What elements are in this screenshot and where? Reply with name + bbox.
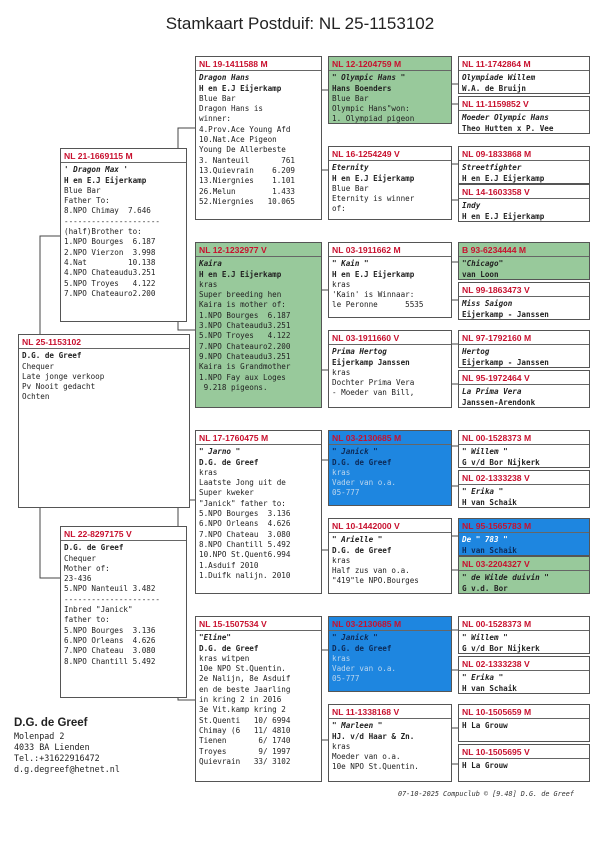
ring-number: NL 11-1742864 M <box>459 57 589 71</box>
g1-card[interactable] <box>458 56 590 94</box>
pedigree-line: " Janick " <box>332 447 378 457</box>
pedigree-line: Blue Bar <box>332 183 369 193</box>
ring-number: NL 11-1338168 V <box>329 705 451 719</box>
g10-card[interactable] <box>458 470 590 508</box>
pedigree-line: --------------------- <box>64 594 161 604</box>
main-line: Chequer <box>22 361 55 371</box>
pedigree-line: winner: <box>199 114 232 124</box>
pedigree-line: D.G. de Greef <box>332 643 392 653</box>
g8-card[interactable] <box>458 370 590 408</box>
pedigree-line: D.G. de Greef <box>199 643 259 653</box>
pedigree-line: 3e Vit.kamp kring 2 <box>199 705 286 715</box>
pedigree-line: Dragon Hans is <box>199 104 264 114</box>
fmm-card[interactable] <box>328 330 452 408</box>
pedigree-line: " Willem " <box>462 447 508 457</box>
print-footer: 07-10-2025 Compuclub © [9.48] D.G. de Greef <box>398 790 574 798</box>
pedigree-line: 52.Niergnies 10.065 <box>199 196 296 206</box>
mother-ring-number: NL 22-8297175 V <box>61 527 186 541</box>
pedigree-line: 2e Nalijn, 8e Asduif <box>199 674 291 684</box>
pedigree-line: H van Schaik <box>462 683 517 693</box>
pedigree-line: 5.NPO Troyes 4.122 <box>199 331 291 341</box>
ring-number: NL 95-1565783 M <box>459 519 589 533</box>
pedigree-line: 9.NPO Chateaudu3.251 <box>199 351 291 361</box>
pedigree-line: Moeder van o.a. <box>332 752 401 762</box>
pedigree-line: 10e NPO St.Quentin. <box>332 762 419 772</box>
ring-number: NL 03-1911660 V <box>329 331 451 345</box>
mfm-card[interactable] <box>328 518 452 594</box>
pedigree-line: " de Wilde duivin " <box>462 573 549 583</box>
pedigree-line: " Erika " <box>462 487 504 497</box>
g14-card[interactable] <box>458 656 590 694</box>
pedigree-line: 1.NPO Bourges 6.187 <box>199 310 291 320</box>
pedigree-line: Super breeding hen <box>199 290 282 300</box>
pedigree-line: H en E.J Eijerkamp <box>199 269 282 279</box>
pedigree-line: "Chicago" <box>462 259 504 269</box>
g7-card[interactable] <box>458 330 590 368</box>
pedigree-line: kras <box>199 279 218 289</box>
main-ring-number: NL 25-1153102 <box>19 335 189 349</box>
owner-contact <box>14 716 120 775</box>
g5-card[interactable] <box>458 242 590 280</box>
pedigree-line: kras <box>332 279 351 289</box>
pedigree-line: 13.Niergnies 1.101 <box>199 176 296 186</box>
pedigree-line: Dragon Hans <box>199 73 250 83</box>
ring-number: NL 99-1863473 V <box>459 283 589 297</box>
ring-number: NL 03-1911662 M <box>329 243 451 257</box>
pedigree-line: Hans Boenders <box>332 83 392 93</box>
pedigree-line: Tienen 6/ 1740 <box>199 736 291 746</box>
pedigree-line: 23-436 <box>64 574 92 584</box>
pedigree-line: " Olympic Hans " <box>332 73 406 83</box>
pedigree-line: Young De Allerbeste <box>199 145 286 155</box>
pedigree-line: H en E.J Eijerkamp <box>199 83 282 93</box>
pedigree-line: Hertog <box>462 347 490 357</box>
pedigree-line: D.G. de Greef <box>64 543 124 553</box>
pedigree-line: kras <box>332 653 351 663</box>
pedigree-line: Blue Bar <box>199 93 236 103</box>
pedigree-line: H en E.J Eijerkamp <box>332 173 415 183</box>
pedigree-line: W.A. de Bruijn <box>462 83 527 93</box>
pedigree-line: Quievrain 33/ 3102 <box>199 756 291 766</box>
pedigree-line: HJ. v/d Haar & Zn. <box>332 731 415 741</box>
pedigree-line: 8.NPO Chimay 7.646 <box>64 206 151 216</box>
pedigree-line: 1.Duifk nalijn. 2010 <box>199 570 291 580</box>
pedigree-line: Olympiade Willem <box>462 73 536 83</box>
main-line: Pv Nooit gedacht <box>22 382 96 392</box>
ring-number: NL 03-2204327 V <box>459 557 589 571</box>
pedigree-line: Eijerkamp - Janssen <box>462 309 549 319</box>
pedigree-line: kras <box>332 367 351 377</box>
ring-number: NL 02-1333238 V <box>459 657 589 671</box>
pedigree-line: " Marleen " <box>332 721 383 731</box>
pedigree-line: 5.NPO Bourges 3.136 <box>199 509 291 519</box>
pedigree-line: " Jarno " <box>199 447 241 457</box>
pedigree-line: Blue Bar <box>64 185 101 195</box>
pedigree-line: La Prima Vera <box>462 387 522 397</box>
pedigree-line: Dochter Prima Vera <box>332 378 415 388</box>
pedigree-line: Streetfighter <box>462 163 522 173</box>
g9-card[interactable] <box>458 430 590 468</box>
pedigree-line: H en E.J Eijerkamp <box>64 175 147 185</box>
pedigree-line: father to: <box>64 615 110 625</box>
pedigree-line: 1. Olympiad pigeon <box>332 114 415 124</box>
owner-address: Molenpad 2 <box>14 731 65 741</box>
ring-number: NL 97-1792160 M <box>459 331 589 345</box>
g16-card[interactable] <box>458 744 590 782</box>
pedigree-line: H La Grouw <box>462 761 508 771</box>
pedigree-line: 10.NPO St.Quent6.994 <box>199 550 291 560</box>
ring-number: NL 16-1254249 V <box>329 147 451 161</box>
pedigree-line: Troyes 9/ 1997 <box>199 746 291 756</box>
pedigree-line: " Kain " <box>332 259 369 269</box>
pedigree-line: " Arielle " <box>332 535 383 545</box>
main-line: Late jonge verkoop <box>22 371 105 381</box>
pedigree-line: H van Schaik <box>462 545 517 555</box>
pedigree-line: 7.NPO Chateau 3.080 <box>64 646 156 656</box>
pedigree-line: D.G. de Greef <box>332 457 392 467</box>
ring-number: NL 03-2130685 M <box>329 617 451 631</box>
pedigree-line: 4.NPO Chateaudu3.251 <box>64 268 156 278</box>
pedigree-line: Indy <box>462 201 481 211</box>
pedigree-line: Eternity <box>332 163 369 173</box>
ffm-card[interactable] <box>328 146 452 220</box>
pedigree-line: " Willem " <box>462 633 508 643</box>
main-pigeon-card[interactable] <box>18 334 190 508</box>
pedigree-line: of: <box>332 204 346 214</box>
pedigree-line: en de beste Jaarling <box>199 684 291 694</box>
pedigree-line: Vader van o.a. <box>332 664 397 674</box>
ring-number: NL 00-1528373 M <box>459 431 589 445</box>
fff-card[interactable] <box>328 56 452 124</box>
pedigree-line: H en E.J Eijerkamp <box>462 211 545 221</box>
pedigree-line: Theo Hutten x P. Vee <box>462 123 554 133</box>
pedigree-line: 05-777 <box>332 674 360 684</box>
pedigree-line: le Peronne 5535 <box>332 300 424 310</box>
pedigree-line: H van Schaik <box>462 497 517 507</box>
ring-number: NL 11-1159852 V <box>459 97 589 111</box>
ring-number: B 93-6234444 M <box>459 243 589 257</box>
pedigree-line: 8.NPO Chantill 5.492 <box>199 539 291 549</box>
main-line: Ochten <box>22 392 50 402</box>
pedigree-line: 4.Nat 10.138 <box>64 257 156 267</box>
ring-number: NL 12-1204759 M <box>329 57 451 71</box>
pedigree-line: Super kweker <box>199 488 254 498</box>
pedigree-line: Janssen-Arendonk <box>462 397 536 407</box>
owner-name: D.G. de Greef <box>14 717 88 729</box>
mff-card[interactable] <box>328 430 452 506</box>
page-title: Stamkaart Postduif: NL 25-1153102 <box>165 14 435 33</box>
pedigree-line: 26.Melun 1.433 <box>199 186 296 196</box>
pedigree-line: 4.Prov.Ace Young Afd <box>199 124 291 134</box>
pedigree-line: Eijerkamp Janssen <box>332 357 410 367</box>
pedigree-line: H en E.J Eijerkamp <box>462 173 545 183</box>
g15-card[interactable] <box>458 704 590 742</box>
pedigree-line: 5.NPO Bourges 3.136 <box>64 625 156 635</box>
g4-card[interactable] <box>458 184 590 222</box>
father-ring-number: NL 21-1669115 M <box>61 149 186 163</box>
pedigree-line: Father To: <box>64 196 110 206</box>
g12-card[interactable] <box>458 556 590 594</box>
pedigree-line: kras <box>199 467 218 477</box>
ring-number: NL 95-1972464 V <box>459 371 589 385</box>
ring-number: NL 15-1507534 V <box>196 617 321 631</box>
pedigree-line: Miss Saigon <box>462 299 513 309</box>
pedigree-line: Kaira <box>199 259 222 269</box>
pedigree-line: 6.NPO Orleans 4.626 <box>199 519 291 529</box>
main-line: D.G. de Greef <box>22 351 82 361</box>
owner-phone: Tel.:+31622916472 <box>14 753 100 763</box>
g6-card[interactable] <box>458 282 590 320</box>
pedigree-line: Eijerkamp - Janssen <box>462 357 549 367</box>
pedigree-line: 7.NPO Chateauro2.200 <box>199 341 291 351</box>
pedigree-line: Chequer <box>64 553 97 563</box>
mother-card[interactable] <box>60 526 187 698</box>
pedigree-line: H en E.J Eijerkamp <box>332 269 415 279</box>
pedigree-line: Blue Bar <box>332 93 369 103</box>
pedigree-line: Half zus van o.a. <box>332 566 410 576</box>
pedigree-line: " Janick " <box>332 633 378 643</box>
pedigree-line: 1.NPO Bourges 6.187 <box>64 237 156 247</box>
mmm-card[interactable] <box>328 704 452 782</box>
pedigree-line: Inbred "Janick" <box>64 605 133 615</box>
mm-card[interactable] <box>195 616 322 782</box>
pedigree-line: 5.NPO Nanteuil 3.482 <box>64 584 156 594</box>
ring-number: NL 03-2130685 M <box>329 431 451 445</box>
pedigree-line: De " 783 " <box>462 535 508 545</box>
pedigree-line: 8.NPO Chantill 5.492 <box>64 656 156 666</box>
pedigree-line: 6.NPO Orleans 4.626 <box>64 635 156 645</box>
pedigree-line: 7.NPO Chateauro2.200 <box>64 288 156 298</box>
pedigree-line: G v/d Bor Nijkerk <box>462 643 540 653</box>
ring-number: NL 10-1505695 V <box>459 745 589 759</box>
pedigree-line: 2.NPO Vierzon 3.998 <box>64 247 156 257</box>
pedigree-line: D.G. de Greef <box>332 545 392 555</box>
pedigree-line: 10e NPO St.Quentin. <box>199 664 286 674</box>
pedigree-line: 10.Nat.Ace Pigeon <box>199 135 277 145</box>
pedigree-line: D.G. de Greef <box>199 457 259 467</box>
pedigree-line: Kaira is mother of: <box>199 300 286 310</box>
pedigree-line: G v/d Bor Nijkerk <box>462 457 540 467</box>
ring-number: NL 19-1411588 M <box>196 57 321 71</box>
pedigree-line: 05-777 <box>332 488 360 498</box>
pedigree-line: H La Grouw <box>462 721 508 731</box>
pedigree-line: kras <box>332 467 351 477</box>
mmf-card[interactable] <box>328 616 452 692</box>
pedigree-line: 1.NPO Fay aux Loges <box>199 372 286 382</box>
ring-number: NL 14-1603358 V <box>459 185 589 199</box>
father-card[interactable] <box>60 148 187 322</box>
pedigree-line: Laatste Jong uit de <box>199 478 286 488</box>
pedigree-line: 'Kain' is Winnaar: <box>332 290 415 300</box>
pedigree-line: kras witpen <box>199 653 250 663</box>
ring-number: NL 17-1760475 M <box>196 431 321 445</box>
ff-card[interactable] <box>195 56 322 220</box>
g13-card[interactable] <box>458 616 590 654</box>
pedigree-line: 3.NPO Chateaudu3.251 <box>199 321 291 331</box>
pedigree-line: 1.Asduif 2010 <box>199 560 259 570</box>
pedigree-line: 7.NPO Chateau 3.080 <box>199 529 291 539</box>
ring-number: NL 10-1442000 V <box>329 519 451 533</box>
pedigree-line: Vader van o.a. <box>332 478 397 488</box>
pedigree-line: 5.NPO Troyes 4.122 <box>64 278 156 288</box>
pedigree-line: ' Dragon Max ' <box>64 165 129 175</box>
pedigree-line: Eternity is winner <box>332 194 415 204</box>
ring-number: NL 00-1528373 M <box>459 617 589 631</box>
pedigree-line: " Erika " <box>462 673 504 683</box>
ring-number: NL 02-1333238 V <box>459 471 589 485</box>
fm-card[interactable] <box>195 242 322 408</box>
ring-number: NL 09-1833868 M <box>459 147 589 161</box>
pedigree-line: kras <box>332 741 351 751</box>
g3-card[interactable] <box>458 146 590 184</box>
ring-number: NL 10-1505659 M <box>459 705 589 719</box>
pedigree-line: G v.d. Bor <box>462 583 508 593</box>
pedigree-line: Chimay (6 11/ 4810 <box>199 725 291 735</box>
pedigree-line: Kaira is Grandmother <box>199 362 291 372</box>
owner-city: 4033 BA Lienden <box>14 742 90 752</box>
g11-card[interactable] <box>458 518 590 556</box>
owner-email[interactable]: d.g.degreef@hetnet.nl <box>14 764 120 774</box>
mf-card[interactable] <box>195 430 322 594</box>
ring-number: NL 12-1232977 V <box>196 243 321 257</box>
pedigree-line: in kring 2 in 2016 <box>199 695 282 705</box>
pedigree-line: St.Quenti 10/ 6994 <box>199 715 291 725</box>
pedigree-line: - Moeder van Bill, <box>332 388 415 398</box>
pedigree-line: 13.Quievrain 6.209 <box>199 165 296 175</box>
pedigree-line: "Janick" father to: <box>199 498 286 508</box>
pedigree-line: 9.218 pigeons. <box>199 382 268 392</box>
pedigree-line: Prima Hertog <box>332 347 387 357</box>
fmf-card[interactable] <box>328 242 452 318</box>
pedigree-line: Olympic Hans"won: <box>332 104 410 114</box>
pedigree-line: "419"le NPO.Bourges <box>332 576 419 586</box>
pedigree-line: --------------------- <box>64 216 161 226</box>
pedigree-line: Mother of: <box>64 563 110 573</box>
pedigree-line: kras <box>332 555 351 565</box>
g2-card[interactable] <box>458 96 590 134</box>
pedigree-line: 3. Nanteuil 761 <box>199 155 296 165</box>
pedigree-line: (half)Brother to: <box>64 227 142 237</box>
pedigree-line: Moeder Olympic Hans <box>462 113 549 123</box>
pedigree-line: van Loon <box>462 269 499 279</box>
pedigree-line: "Eline" <box>199 633 232 643</box>
